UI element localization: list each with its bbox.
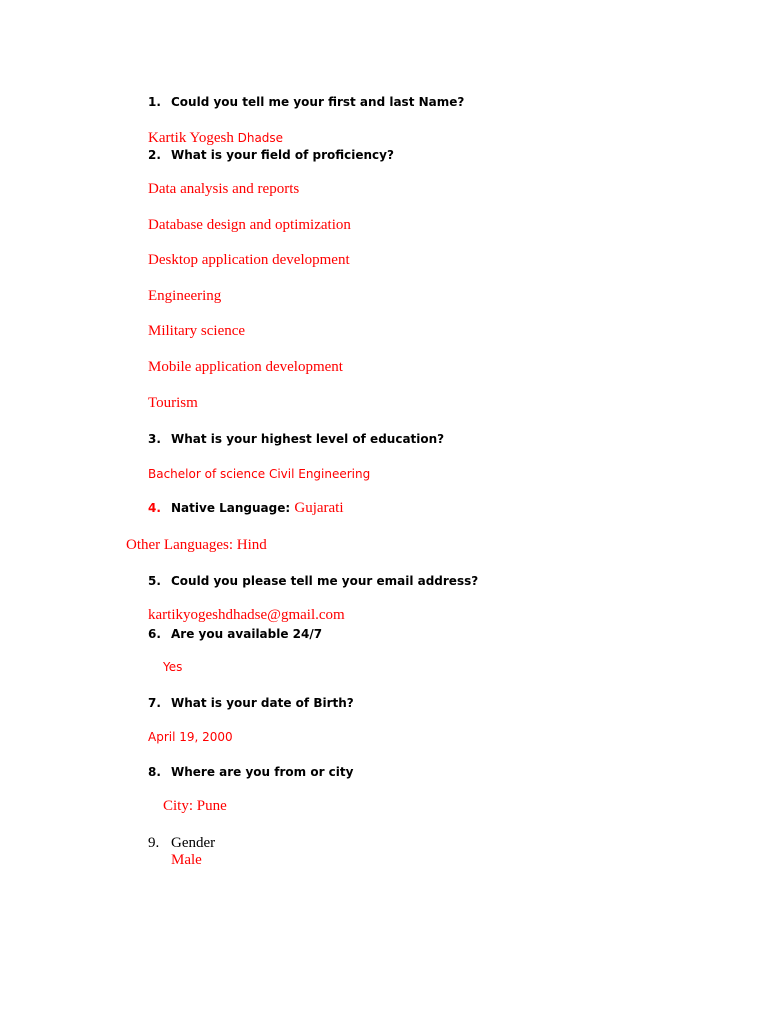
answer-name-tail: Dhadse xyxy=(237,131,284,145)
answer-1 xyxy=(148,129,283,147)
question-number: 4. xyxy=(148,501,161,515)
answer-2-item: Mobile application development xyxy=(148,359,343,375)
answer-5-email: kartikyogeshdhadse@gmail.com xyxy=(148,607,345,623)
answer-7-dob: April 19, 2000 xyxy=(148,730,233,744)
answer-2-item: Military science xyxy=(148,323,246,339)
question-number: 1. xyxy=(148,95,161,109)
question-number: 2. xyxy=(148,148,161,162)
question-text: What is your field of proficiency? xyxy=(171,148,394,162)
question-9 xyxy=(148,835,215,852)
answer-2-item: Engineering xyxy=(148,288,222,304)
question-4 xyxy=(148,500,344,517)
question-text: What is your highest level of education? xyxy=(171,432,445,446)
answer-other-languages: Other Languages: Hind xyxy=(126,537,267,553)
question-number: 6. xyxy=(148,627,161,641)
answer-6: Yes xyxy=(163,660,183,674)
question-text: Where are you from or city xyxy=(171,765,354,779)
question-7 xyxy=(148,696,354,710)
question-number: 9. xyxy=(148,835,160,851)
question-number: 8. xyxy=(148,765,161,779)
question-number: 5. xyxy=(148,574,161,588)
question-number: 7. xyxy=(148,696,161,710)
answer-2-item: Desktop application development xyxy=(148,252,350,268)
answer-native-language: Gujarati xyxy=(294,500,344,516)
question-text: Gender xyxy=(171,835,216,851)
answer-9-gender: Male xyxy=(171,852,202,868)
question-label: Native Language: xyxy=(171,501,295,515)
answer-3: Bachelor of science Civil Engineering xyxy=(148,467,371,481)
answer-2-item: Data analysis and reports xyxy=(148,181,300,197)
question-6 xyxy=(148,627,322,641)
answer-8-city: City: Pune xyxy=(163,798,227,814)
question-8 xyxy=(148,765,353,779)
question-3 xyxy=(148,432,444,446)
question-text: Could you please tell me your email address? xyxy=(171,574,479,588)
answer-2-item: Tourism xyxy=(148,395,198,411)
answer-name-main: Kartik Yogesh xyxy=(148,130,238,146)
answer-2-item: Database design and optimization xyxy=(148,217,351,233)
question-5 xyxy=(148,574,478,588)
question-1 xyxy=(148,95,464,109)
question-text: What is your date of Birth? xyxy=(171,696,354,710)
question-text: Are you available 24/7 xyxy=(171,627,323,641)
question-text: Could you tell me your first and last Name? xyxy=(171,95,465,109)
question-number: 3. xyxy=(148,432,161,446)
question-2 xyxy=(148,148,394,162)
